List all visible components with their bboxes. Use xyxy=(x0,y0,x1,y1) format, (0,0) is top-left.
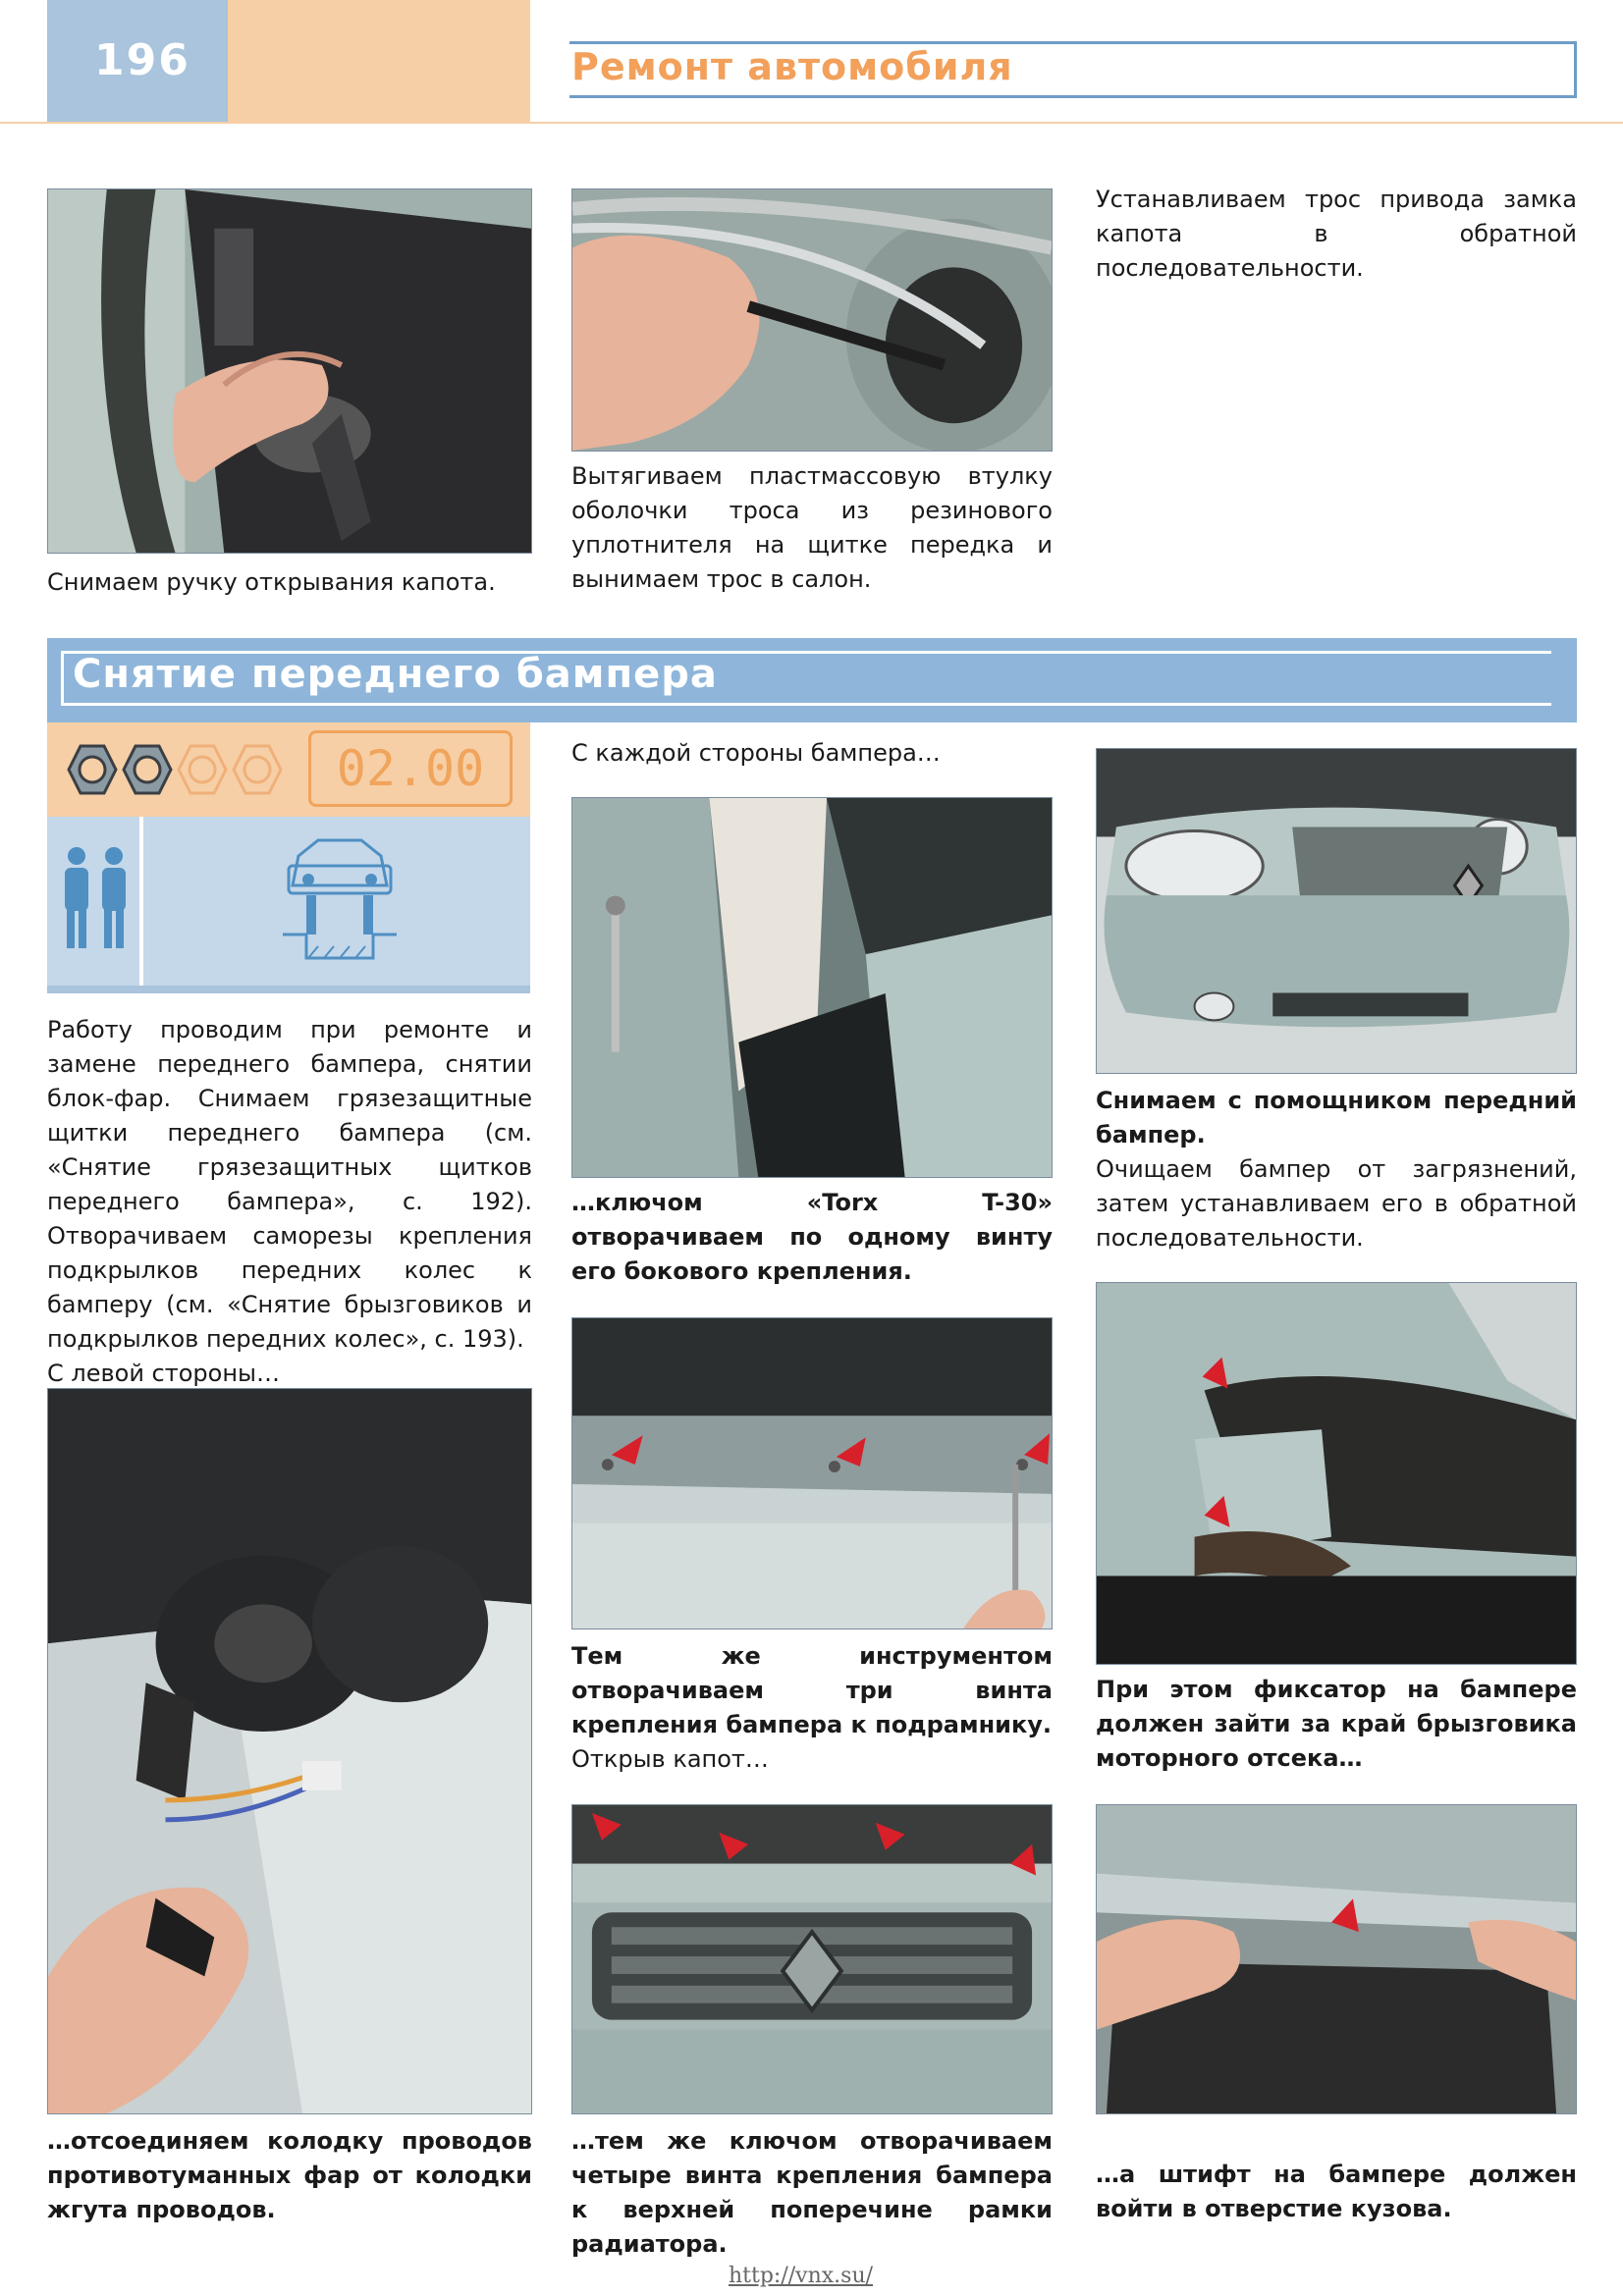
caption-fixator-text: При этом фиксатор на бампере должен зайти за край брызговика моторного отсека… xyxy=(1096,1676,1577,1772)
caption-four-text: …тем же ключом отворачиваем четыре винта крепления бампера к верхней поперечине рамки радиатора. xyxy=(571,2127,1053,2258)
caption-pin xyxy=(1096,2158,1577,2226)
section-title: Снятие переднего бампера xyxy=(73,652,718,697)
caption-remove xyxy=(1096,1084,1577,1255)
caption-hood-handle: Снимаем ручку открывания капота. xyxy=(47,568,496,596)
nut-icon xyxy=(124,746,171,793)
caption-torx-text: …ключом «Torx T-30» отворачиваем по одному винту его бокового крепления. xyxy=(571,1189,1053,1285)
caption-three-text: Тем же инструментом отворачиваем три винта крепления бампера к подрамнику. xyxy=(571,1642,1053,1738)
two-workers-icon xyxy=(57,844,135,952)
nut-icon-inactive xyxy=(179,746,226,793)
intro-left-side: С левой стороны… xyxy=(47,1360,280,1387)
page-number: 196 xyxy=(94,35,190,85)
photo-pin xyxy=(1096,1804,1577,2114)
photo-three-screws xyxy=(571,1317,1053,1629)
chapter-title: Ремонт автомобиля xyxy=(571,45,1013,88)
caption-connector xyxy=(47,2124,532,2227)
difficulty-nuts xyxy=(61,738,297,801)
caption-three xyxy=(571,1639,1053,1777)
nut-icon-inactive xyxy=(234,746,281,793)
caption-remove-text: Снимаем с помощником передний бампер. xyxy=(1096,1087,1577,1148)
caption-pin-text: …а штифт на бампере должен войти в отверстие кузова. xyxy=(1096,2161,1577,2222)
photo-four-screws xyxy=(571,1804,1053,2114)
photo-connector xyxy=(47,1388,532,2114)
photo-hood-handle xyxy=(47,188,532,554)
photo-cable-bushing xyxy=(571,188,1053,452)
header-divider xyxy=(0,122,1623,124)
nut-icon xyxy=(69,746,116,793)
panel-divider xyxy=(139,817,143,986)
panel-stripe xyxy=(47,986,530,993)
caption-each-side: С каждой стороны бампера… xyxy=(571,739,941,767)
photo-fixator xyxy=(1096,1282,1577,1665)
photo-side-screw xyxy=(571,797,1053,1178)
lift-car-icon xyxy=(279,836,401,964)
header-orange-block xyxy=(228,0,530,122)
caption-fixator xyxy=(1096,1673,1577,1776)
caption-torx xyxy=(571,1186,1053,1289)
photo-bumper-removed xyxy=(1096,748,1577,1074)
caption-cable-bushing: Вытягиваем пластмассовую втулку оболочки троса из резинового уплотнителя на щитке передка и вынимаем трос в салон. xyxy=(571,462,1053,593)
time-estimate: 02.00 xyxy=(308,730,513,807)
caption-install-cable: Устанавливаем трос привода замка капота в обратной последовательности. xyxy=(1096,186,1577,282)
footer-link[interactable]: http://vnx.su/ xyxy=(729,2264,874,2288)
caption-open-hood: Открыв капот… xyxy=(571,1745,769,1773)
caption-four xyxy=(571,2124,1053,2262)
caption-clean-text: Очищаем бампер от загрязнений, затем устанавливаем его в обратной последовательности. xyxy=(1096,1155,1577,1252)
intro-text xyxy=(47,1013,532,1391)
caption-connector-text: …отсоединяем колодку проводов противотуманных фар от колодки жгута проводов. xyxy=(47,2127,532,2223)
intro-paragraph: Работу проводим при ремонте и замене переднего бампера, снятии блок-фар. Снимаем грязезащитные щитки переднего бампера (см. «Снятие грязезащитных щитков переднего бампера», с. 192). Отворачиваем саморезы крепления подкрылков передних колес к бамперу (см. «Снятие брызговиков и подкрылков передних колес», с. 193). xyxy=(47,1016,532,1353)
